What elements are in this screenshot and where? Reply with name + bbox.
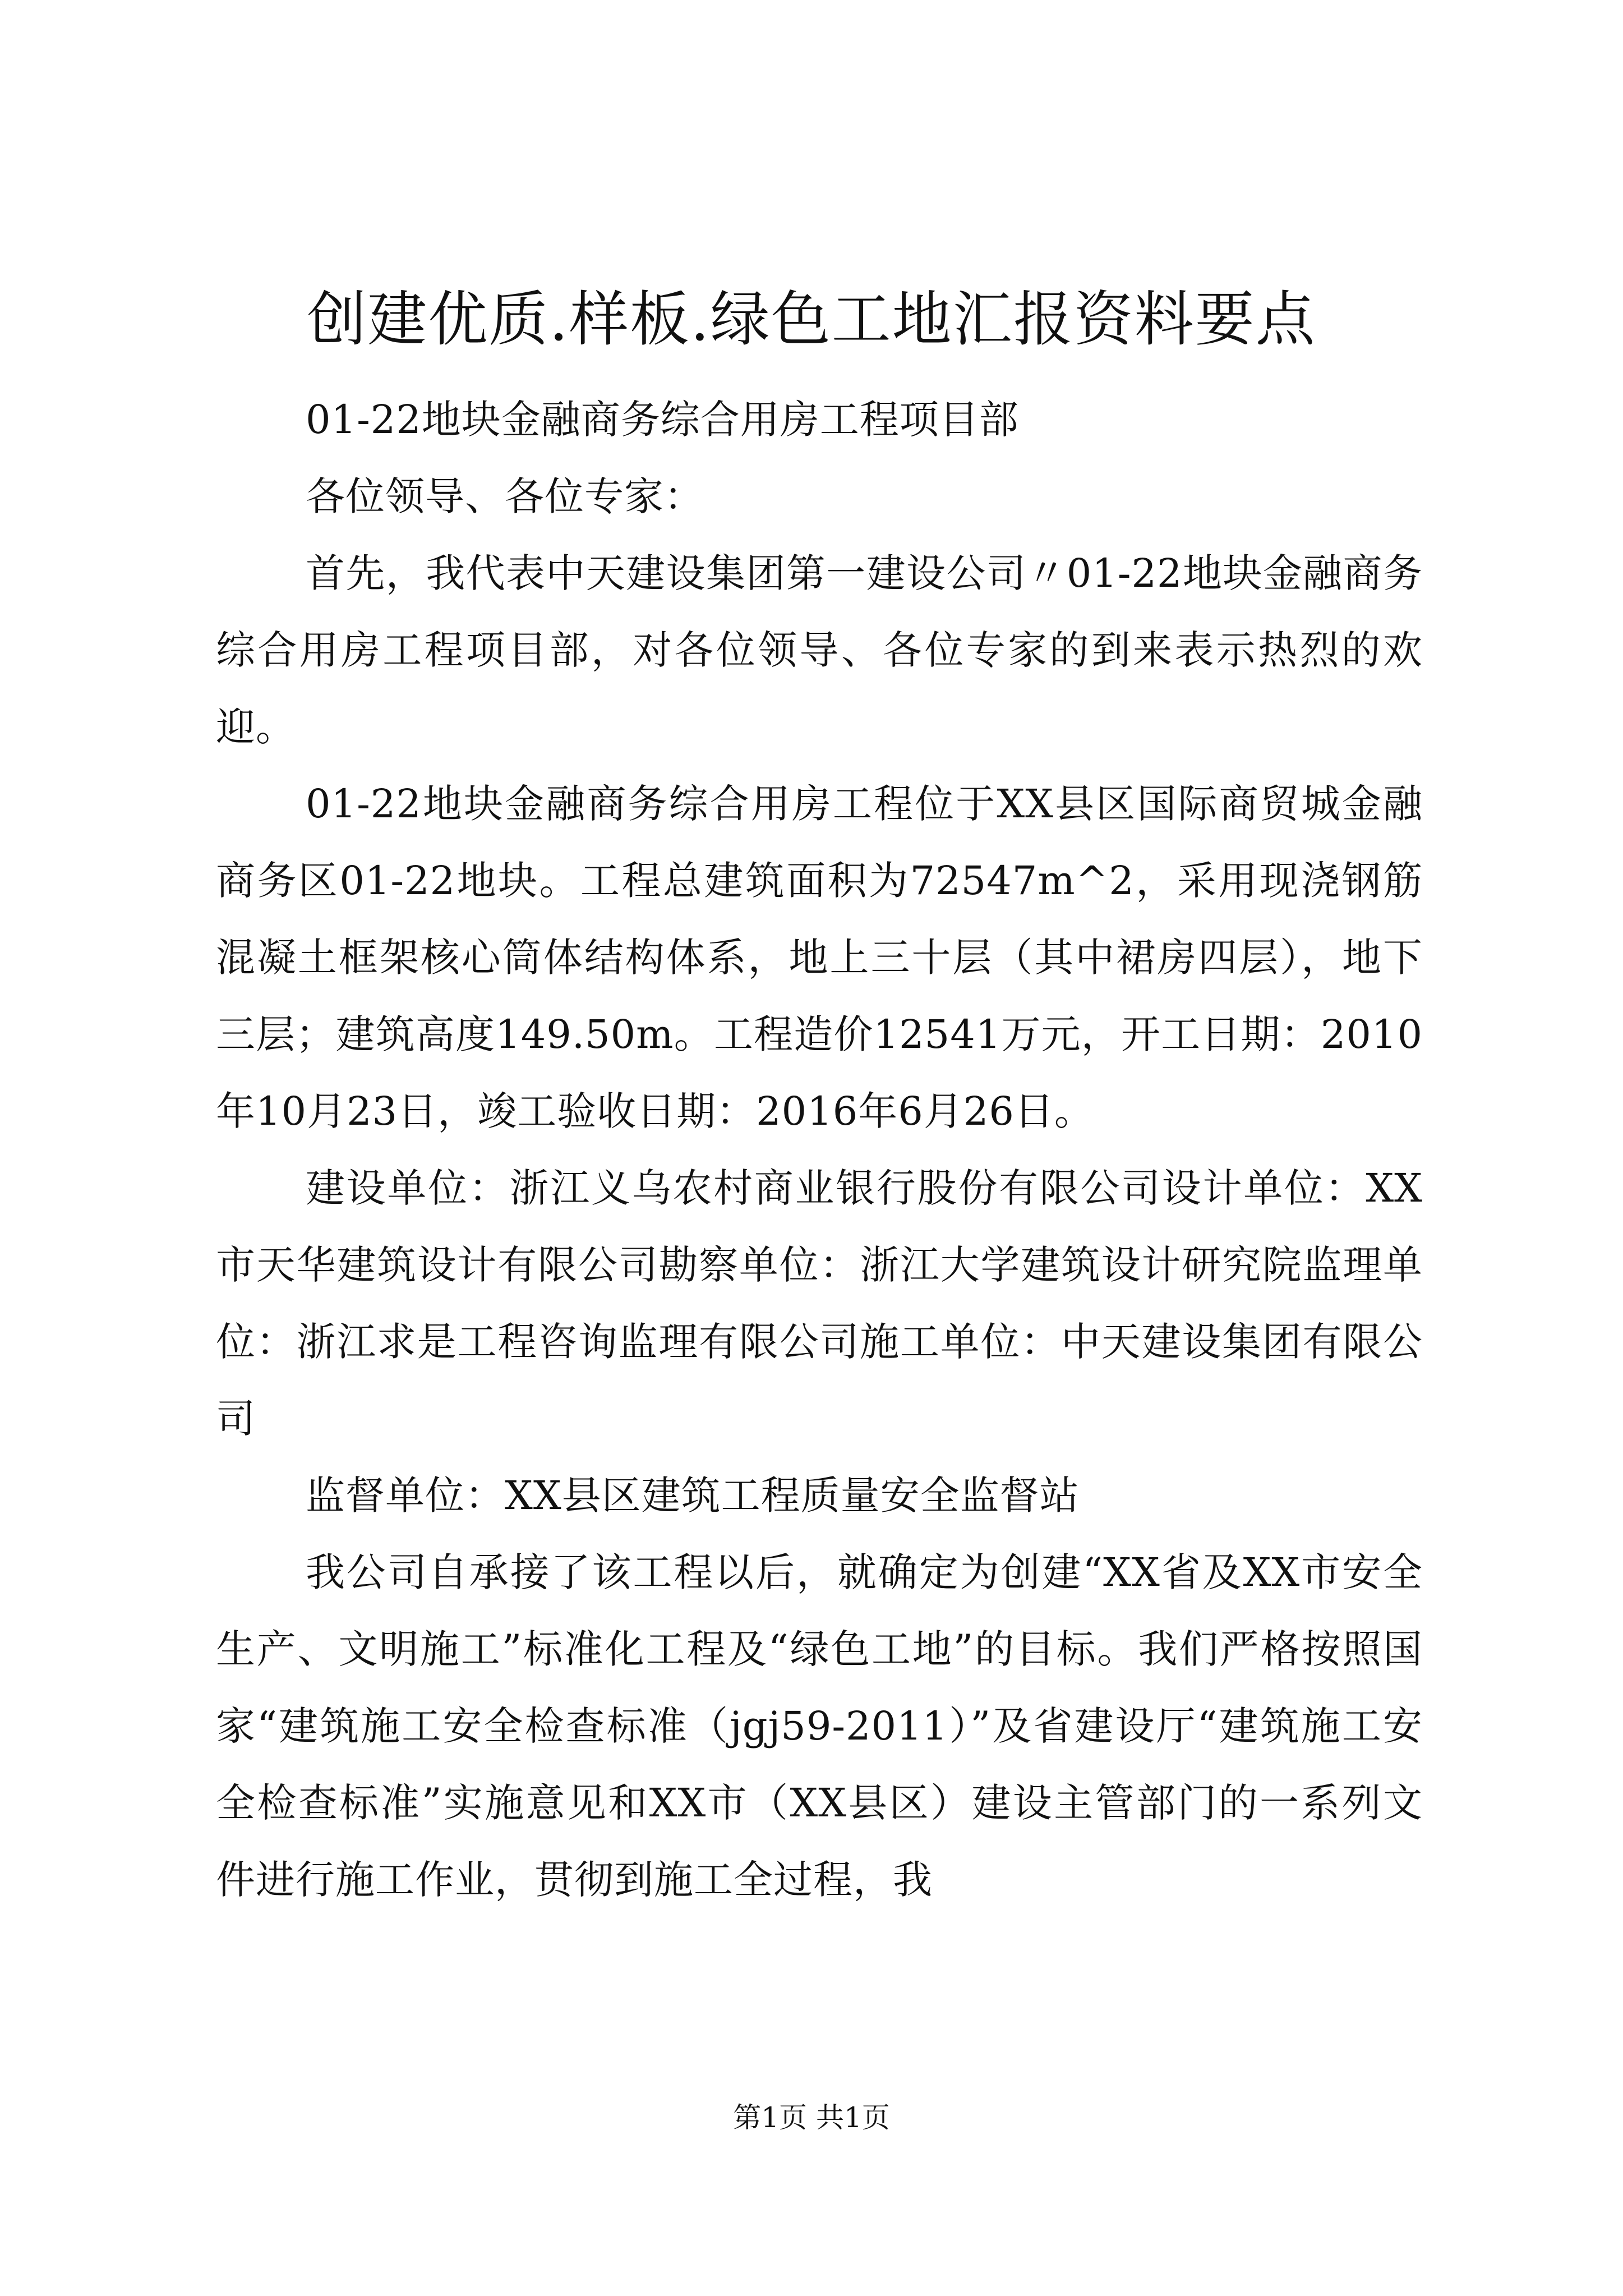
paragraph-salutation: 各位领导、各位专家：: [306, 473, 704, 519]
paragraph-units: 建设单位：浙江义乌农村商业银行股份有限公司设计单位：XX市天华建筑设计有限公司勘察单位：浙江大学建筑设计研究院监理单位：浙江求是工程咨询监理有限公司施工单位：中天建设集团有限公司: [216, 1165, 1423, 1442]
document-title: 创建优质.样板.绿色工地汇报资料要点: [307, 285, 1316, 354]
paragraph-supervision: 监督单位：XX县区建筑工程质量安全监督站: [306, 1473, 1080, 1519]
paragraph-project-dept: 01-22地块金融商务综合用房工程项目部: [306, 397, 1019, 443]
paragraph-goals: 我公司自承接了该工程以后，就确定为创建“XX省及XX市安全生产、文明施工”标准化工程及“绿色工地”的目标。我们严格按照国家“建筑施工安全检查标准（jgj59-2011）”及省建设厅“建筑施工安全检查标准”实施意见和XX市（XX县区）建设主管部门的一系列文件进行施工作业，贯彻到施工全过程，我: [216, 1549, 1423, 1903]
paragraph-welcome: 首先，我代表中天建设集团第一建设公司〃01-22地块金融商务综合用房工程项目部，对各位领导、各位专家的到来表示热烈的欢迎。: [216, 550, 1423, 750]
document-body: [216, 381, 1423, 1918]
page-footer: 第1页 共1页: [733, 2101, 890, 2134]
paragraph-project-overview: 01-22地块金融商务综合用房工程位于XX县区国际商贸城金融商务区01-22地块。工程总建筑面积为72547m^2，采用现浇钢筋混凝土框架核心筒体结构体系，地上三十层（其中裙房四层），地下三层；建筑高度149.50m。工程造价12541万元，开工日期：2010年10月23日，竣工验收日期：2016年6月26日。: [216, 781, 1423, 1134]
